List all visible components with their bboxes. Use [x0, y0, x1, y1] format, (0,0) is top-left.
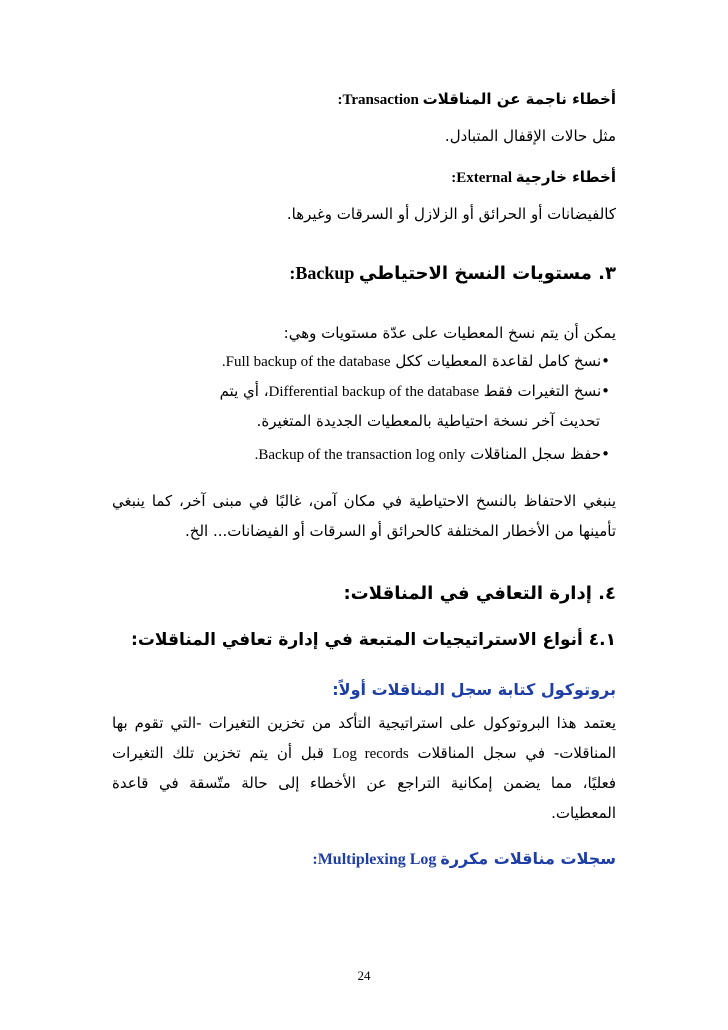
external-examples: كالفيضانات أو الحرائق أو الزلازل أو السرقات وغيرها. [286, 205, 616, 223]
external-errors-label: أخطاء خارجية [515, 168, 616, 186]
storage-paragraph-line2: تأمينها من الأخطار المختلفة كالحرائق أو السرقات أو الفيضانات... الخ. [185, 522, 616, 540]
section-4-1-heading: ٤.١ أنواع الاستراتيجيات المتبعة في إدارة تعافي المناقلات: [131, 630, 616, 650]
log-records-term: Log records [332, 746, 409, 762]
wal-paragraph-line2 [112, 742, 616, 765]
storage-paragraph-line1: ينبغي الاحتفاظ بالنسخ الاحتياطية في مكان آمن، غالبًا في مبنى آخر، كما ينبغي [112, 492, 616, 510]
bullet-differential-line2: تحديث آخر نسخة احتياطية بالمعطيات الجديدة المتغيرة. [256, 412, 600, 430]
bullet-log-backup-en: Backup of the transaction log only. [254, 447, 466, 463]
page-number: 24 [357, 968, 371, 983]
wal-paragraph-line4: المعطيات. [551, 804, 616, 822]
bullet-differential-backup [220, 380, 610, 403]
error-type-transaction [337, 88, 616, 111]
bullet-full-backup-en: Full backup of the database. [221, 354, 391, 370]
wal-paragraph-line1: يعتمد هذا البروتوكول على استراتيجية التأكد من تخزين التغيرات -التي تقوم بها [112, 714, 616, 732]
wal-line2-part1: المناقلات- في سجل المناقلات [408, 744, 616, 762]
external-term: External: [451, 170, 516, 186]
wal-line2-part3: قبل أن يتم تخزين تلك التغيرات [112, 744, 333, 762]
bullet-log-backup-ar: •حفظ سجل المناقلات [465, 445, 610, 463]
backup-term: Backup: [289, 263, 359, 283]
section-3-heading [289, 262, 616, 285]
bullet-differential-ar: •نسخ التغيرات فقط [479, 382, 610, 400]
error-type-external [451, 166, 616, 189]
deadlock-example: مثل حالات الإقفال المتبادل. [444, 127, 616, 145]
multiplexing-log-heading [312, 848, 616, 871]
transaction-errors-label: أخطاء ناجمة عن المناقلات [422, 90, 616, 108]
bullet-differential-cont: ، أي يتم [219, 382, 269, 400]
multiplexing-log-ar: سجلات مناقلات مكررة [440, 849, 616, 868]
transaction-term: Transaction: [337, 92, 423, 108]
wal-paragraph-line3: فعليًا، مما يضمن إمكانية التراجع عن الأخطاء إلى حالة متّسقة في قاعدة [112, 774, 616, 792]
section-4-heading: ٤. إدارة التعافي في المناقلات: [343, 583, 616, 604]
bullet-full-backup-ar: •نسخ كامل لقاعدة المعطيات ككل [390, 352, 610, 370]
backup-levels-intro: يمكن أن يتم نسخ المعطيات على عدّة مستويات وهي: [283, 324, 616, 342]
section-3-title: ٣. مستويات النسخ الاحتياطي [358, 263, 616, 284]
multiplexing-log-en: Multiplexing Log: [312, 851, 441, 868]
bullet-differential-en: Differential backup of the database [268, 384, 480, 400]
wal-protocol-heading: بروتوكول كتابة سجل المناقلات أولاً: [332, 680, 616, 699]
bullet-log-backup [255, 443, 610, 466]
bullet-full-backup [222, 350, 610, 373]
